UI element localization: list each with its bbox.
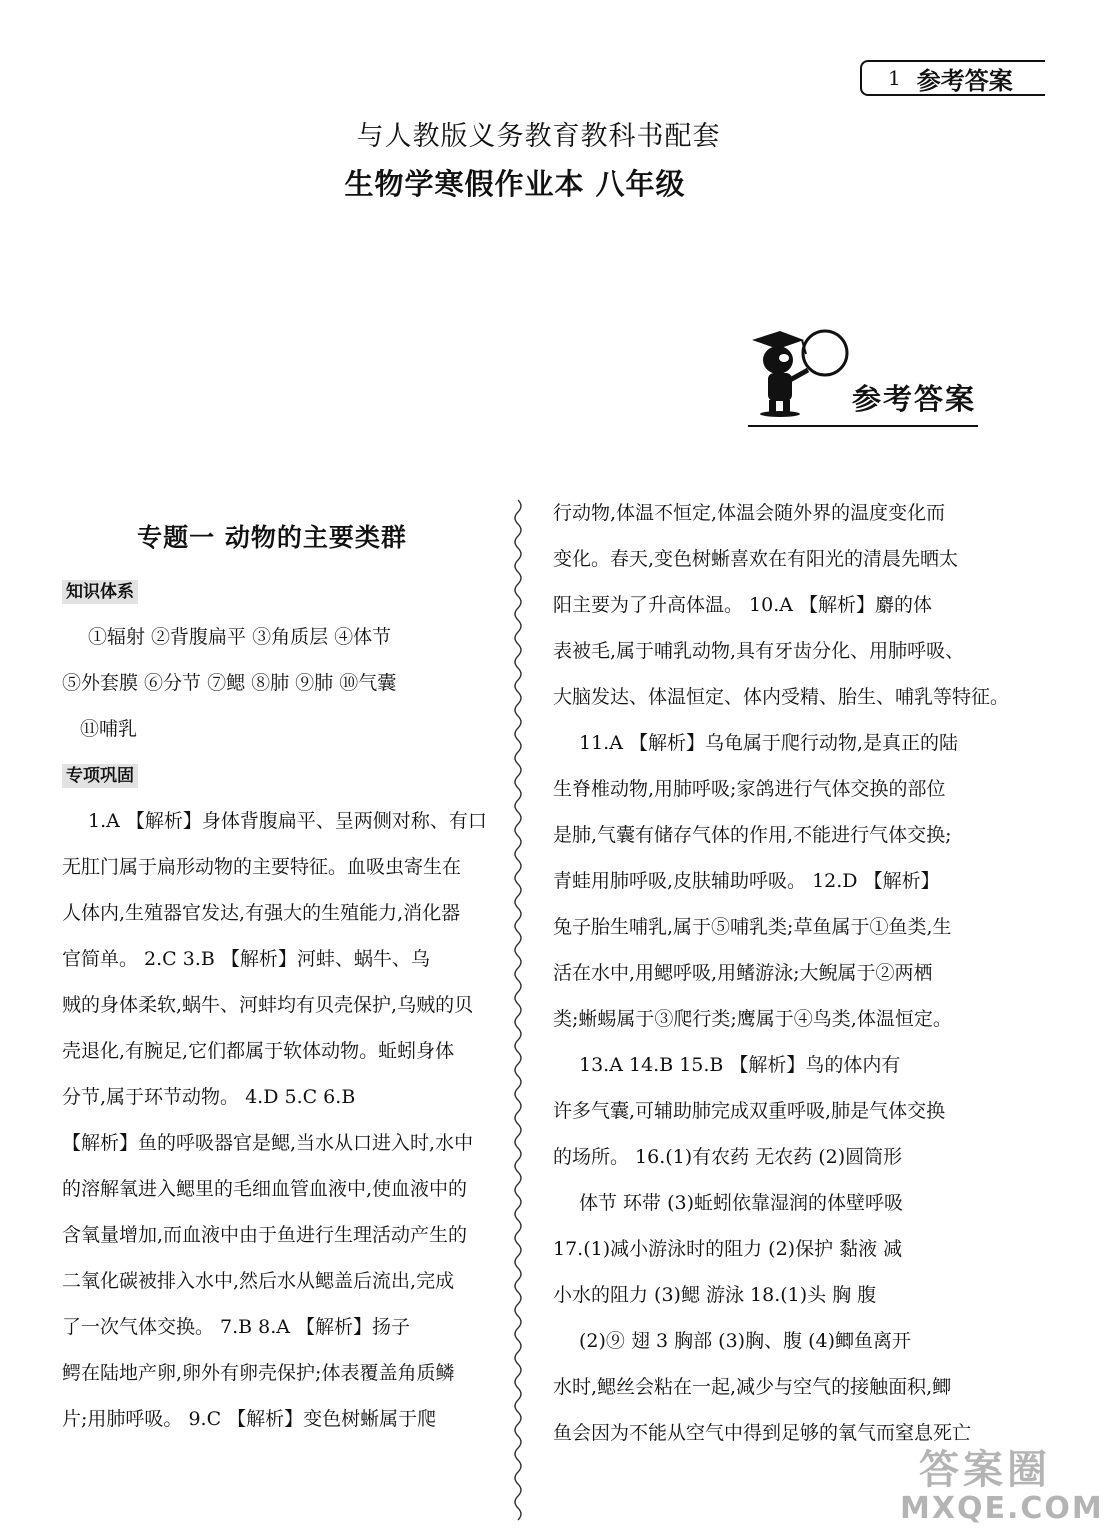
watermark <box>900 1447 1104 1526</box>
text-line: 鱼会因为不能从空气中得到足够的氧气而窒息死亡 <box>553 1422 972 1444</box>
answer-banner-title: 参考答案 <box>852 382 977 416</box>
section-title: 专题一 动物的主要类群 <box>137 523 407 552</box>
text-line: 阳主要为了升高体温。 10.A 【解析】麝的体 <box>553 594 933 616</box>
text-line: 壳退化,有腕足,它们都属于软体动物。蚯蚓身体 <box>62 1040 455 1062</box>
text-line: ⑤外套膜 ⑥分节 ⑦鳃 ⑧肺 ⑨肺 ⑩气囊 <box>62 672 397 694</box>
book-subtitle: 与人教版义务教育教科书配套 <box>356 121 721 152</box>
text-line: 贼的身体柔软,蜗牛、河蚌均有贝壳保护,乌贼的贝 <box>62 994 474 1016</box>
text-line: 水时,鳃丝会粘在一起,减少与空气的接触面积,鲫 <box>553 1376 952 1398</box>
text-line: 分节,属于环节动物。 4.D 5.C 6.B <box>62 1086 356 1108</box>
text-line: 无肛门属于扁形动物的主要特征。血吸虫寄生在 <box>62 856 462 878</box>
text-line: 表被毛,属于哺乳动物,具有牙齿分化、用肺呼吸、 <box>553 640 965 662</box>
text-line: 大脑发达、体温恒定、体内受精、胎生、哺乳等特征。 <box>553 686 1010 708</box>
label-row <box>62 752 502 798</box>
right-column <box>553 490 1010 1456</box>
text-line: 片;用肺呼吸。 9.C 【解析】变色树蜥属于爬 <box>62 1408 437 1430</box>
text-line: 行动物,体温不恒定,体温会随外界的温度变化而 <box>553 502 946 524</box>
text-line: 11.A 【解析】乌龟属于爬行动物,是真正的陆 <box>579 732 959 754</box>
text-line: 的场所。 16.(1)有农药 无农药 (2)圆筒形 <box>553 1146 903 1168</box>
knowledge-system-label: 知识体系 <box>62 580 138 604</box>
text-line: 含氧量增加,而血液中由于鱼进行生理活动产生的 <box>62 1224 468 1246</box>
wavy-column-divider <box>510 500 526 1520</box>
header-tag-label: 参考答案 <box>916 66 1013 95</box>
text-line: 【解析】鱼的呼吸器官是鳃,当水从口进入时,水中 <box>62 1132 474 1154</box>
practice-label: 专项巩固 <box>62 764 138 788</box>
text-line: 是肺,气囊有储存气体的作用,不能进行气体交换; <box>553 824 952 846</box>
text-line: 17.(1)减小游泳时的阻力 (2)保护 黏液 减 <box>553 1238 903 1260</box>
label-row <box>62 568 502 614</box>
text-line: 官简单。 2.C 3.B 【解析】河蚌、蜗牛、乌 <box>62 948 430 970</box>
left-column <box>62 508 502 1442</box>
text-line: 体节 环带 (3)蚯蚓依靠湿润的体壁呼吸 <box>579 1192 903 1214</box>
book-title: 生物学寒假作业本 八年级 <box>344 167 686 201</box>
page-header-tag <box>860 60 1045 96</box>
text-line: 变化。春天,变色树蜥喜欢在有阳光的清晨先晒太 <box>553 548 959 570</box>
text-line: 青蛙用肺呼吸,皮肤辅助呼吸。 12.D 【解析】 <box>553 870 940 892</box>
graduate-mascot-icon <box>740 318 855 418</box>
text-line: ⑪哺乳 <box>80 718 138 740</box>
watermark-url: MXQE.COM <box>900 1491 1104 1526</box>
watermark-title: 答案圈 <box>919 1447 1051 1493</box>
text-line: ①辐射 ②背腹扁平 ③角质层 ④体节 <box>88 626 392 648</box>
banner-underline <box>748 425 978 427</box>
text-line: 类;蜥蜴属于③爬行类;鹰属于④鸟类,体温恒定。 <box>553 1008 952 1030</box>
page-number: 1 <box>888 66 901 90</box>
text-line: 生脊椎动物,用肺呼吸;家鸽进行气体交换的部位 <box>553 778 946 800</box>
text-line: 1.A 【解析】身体背腹扁平、呈两侧对称、有口 <box>88 810 487 832</box>
text-line: 13.A 14.B 15.B 【解析】鸟的体内有 <box>579 1054 901 1076</box>
text-line: 小水的阻力 (3)鳃 游泳 18.(1)头 胸 腹 <box>553 1284 877 1306</box>
text-line: 的溶解氧进入鳃里的毛细血管血液中,使血液中的 <box>62 1178 468 1200</box>
text-line: 活在水中,用鳃呼吸,用鳍游泳;大鲵属于②两栖 <box>553 962 933 984</box>
text-line: 了一次气体交换。 7.B 8.A 【解析】扬子 <box>62 1316 411 1338</box>
text-line: 鳄在陆地产卵,卵外有卵壳保护;体表覆盖角质鳞 <box>62 1362 455 1384</box>
text-line: 人体内,生殖器官发达,有强大的生殖能力,消化器 <box>62 902 461 924</box>
text-line: 兔子胎生哺乳,属于⑤哺乳类;草鱼属于①鱼类,生 <box>553 916 952 938</box>
text-line: 许多气囊,可辅助肺完成双重呼吸,肺是气体交换 <box>553 1100 946 1122</box>
text-line: (2)⑨ 翅 3 胸部 (3)胸、腹 (4)鲫鱼离开 <box>579 1330 912 1352</box>
text-line: 二氧化碳被排入水中,然后水从鳃盖后流出,完成 <box>62 1270 455 1292</box>
